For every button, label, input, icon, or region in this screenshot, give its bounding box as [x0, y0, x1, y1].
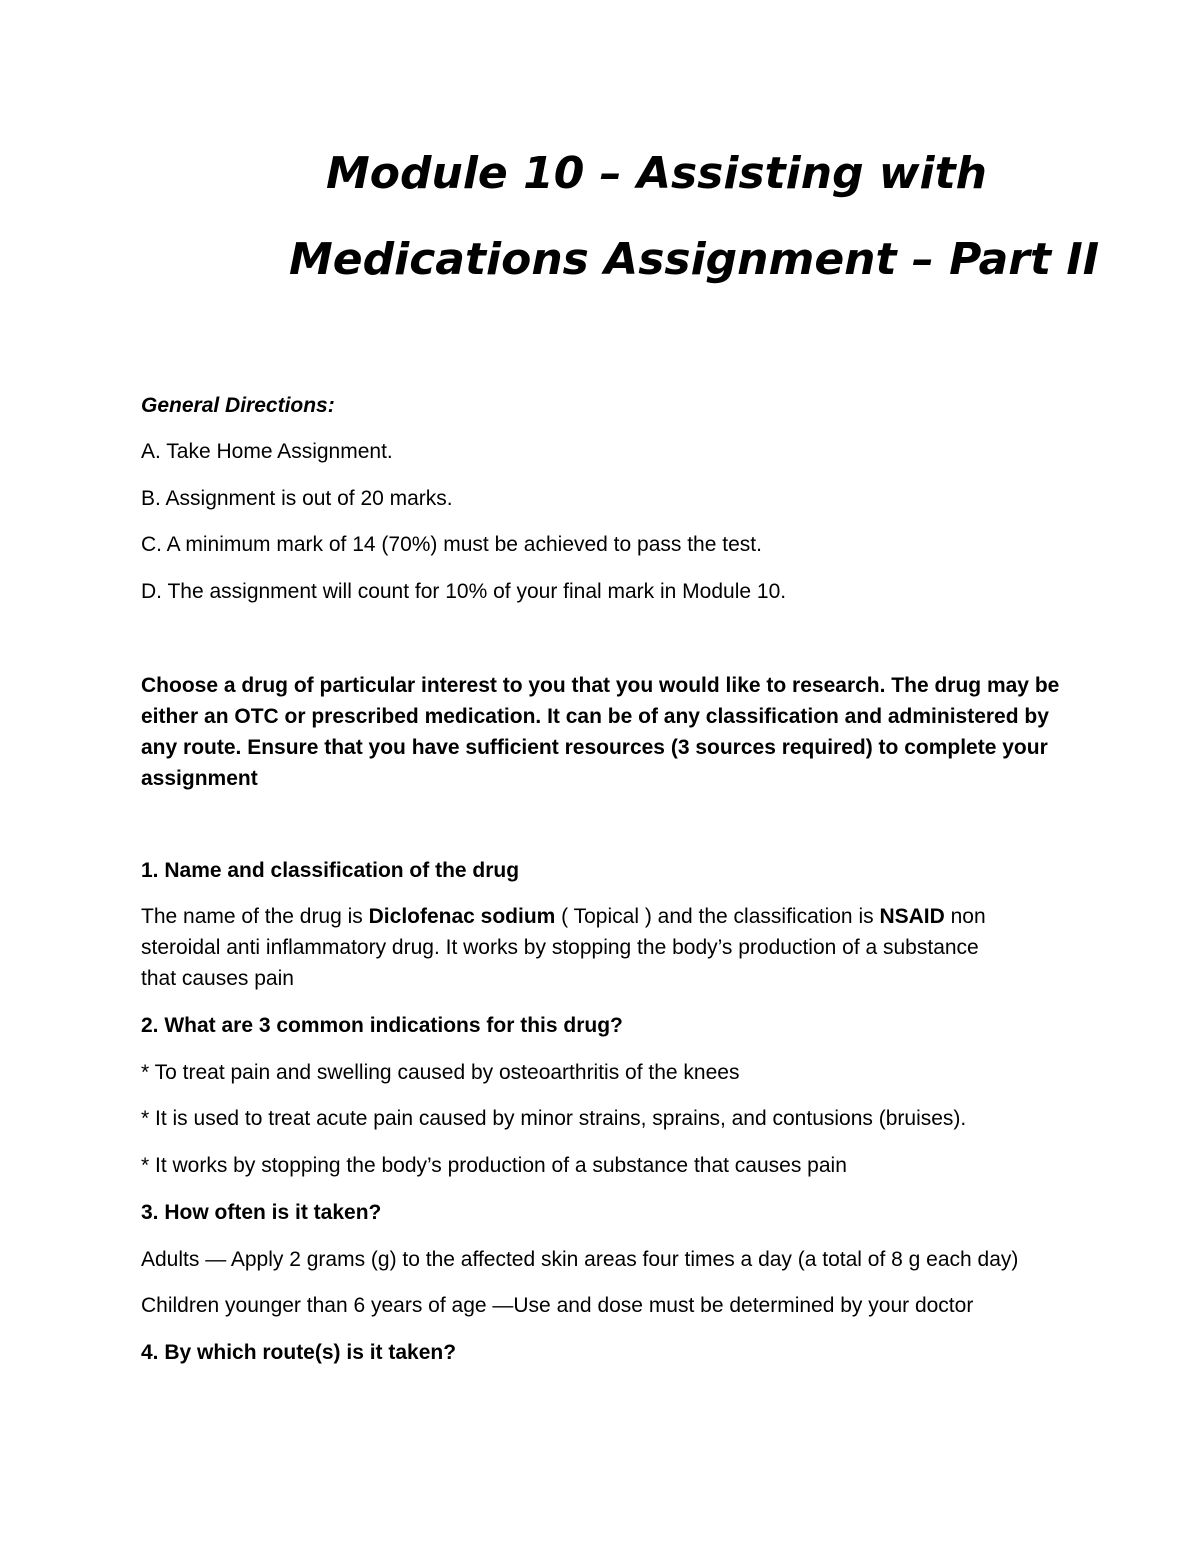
answer-text: The name of the drug is	[141, 905, 369, 928]
instruction-line: assignment	[141, 767, 258, 790]
direction-item-c: C. A minimum mark of 14 (70%) must be achieved to pass the test.	[141, 533, 762, 556]
drug-name: Diclofenac sodium	[368, 905, 556, 928]
answer-text: non	[944, 905, 986, 928]
indication-item: * To treat pain and swelling caused by osteoarthritis of the knees	[141, 1061, 740, 1084]
general-directions-heading: General Directions:	[141, 394, 335, 417]
direction-item-d: D. The assignment will count for 10% of your final mark in Module 10.	[141, 580, 787, 603]
question-1-answer	[141, 901, 1061, 994]
indication-item: * It is used to treat acute pain caused by minor strains, sprains, and contusions (bruises).	[141, 1107, 967, 1130]
question-4-heading: 4. By which route(s) is it taken?	[141, 1341, 457, 1364]
instruction-line: any route. Ensure that you have sufficient resources (3 sources required) to complete your	[141, 736, 1048, 759]
document-title-line-1: Module 10 – Assisting with	[326, 148, 987, 199]
dosage-adults: Adults — Apply 2 grams (g) to the affected skin areas four times a day (a total of 8 g each day)	[141, 1248, 1019, 1271]
answer-line: steroidal anti inflammatory drug. It works by stopping the body’s production of a substance	[141, 936, 979, 959]
document-title-line-2: Medications Assignment – Part II	[289, 234, 1100, 285]
instruction-line: either an OTC or prescribed medication. It can be of any classification and administered by	[141, 705, 1049, 728]
indication-item: * It works by stopping the body’s production of a substance that causes pain	[141, 1154, 847, 1177]
dosage-children: Children younger than 6 years of age —Use and dose must be determined by your doctor	[141, 1294, 974, 1317]
question-1-heading: 1. Name and classification of the drug	[141, 859, 520, 882]
direction-item-a: A. Take Home Assignment.	[141, 440, 393, 463]
question-3-heading: 3. How often is it taken?	[141, 1201, 382, 1224]
direction-item-b: B. Assignment is out of 20 marks.	[141, 487, 453, 510]
drug-classification: NSAID	[879, 905, 945, 928]
answer-line	[141, 901, 1061, 932]
assignment-instructions	[141, 670, 1061, 794]
answer-line: that causes pain	[141, 967, 294, 990]
question-2-heading: 2. What are 3 common indications for this drug?	[141, 1014, 623, 1037]
instruction-line: Choose a drug of particular interest to you that you would like to research. The drug may be	[141, 674, 1060, 697]
answer-text: ( Topical ) and the classification is	[555, 905, 880, 928]
